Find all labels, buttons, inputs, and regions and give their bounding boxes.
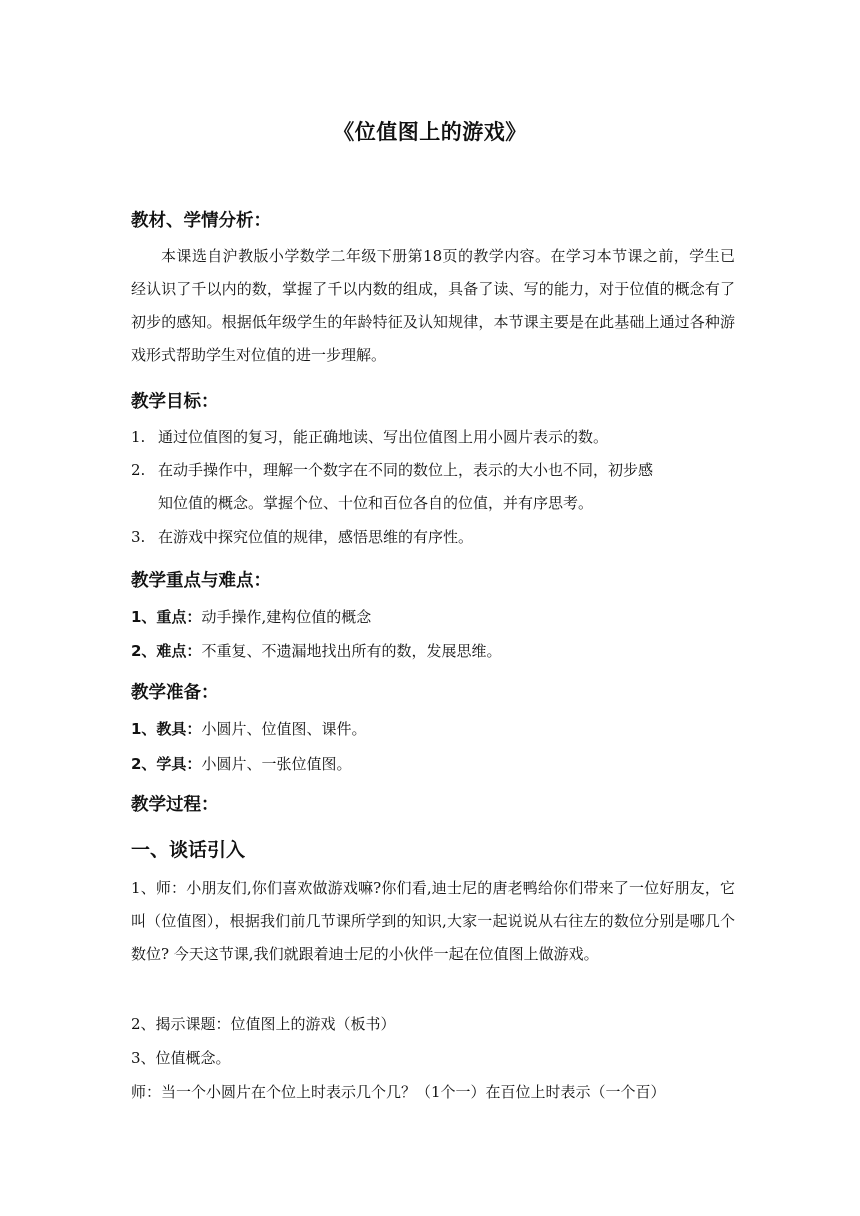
document-title: 《位值图上的游戏》 (333, 119, 527, 144)
goal-number: 1. (131, 428, 146, 446)
part1-paragraph-3: 3、位值概念。 (131, 1049, 231, 1067)
part1-paragraph-2: 2、揭示课题：位值图上的游戏（板书） (131, 1015, 396, 1033)
analysis-heading: 教材、学情分析： (131, 211, 271, 231)
goal-item-2 (131, 454, 741, 520)
prep-text: 小圆片、位值图、课件。 (201, 720, 367, 738)
process-heading: 教学过程： (131, 795, 219, 815)
key-item-difficulty (131, 640, 741, 662)
prep-item-student (131, 753, 741, 775)
prep-label: 1、教具： (131, 720, 202, 738)
key-item-focus (131, 606, 741, 628)
goal-text: 在动手操作中，理解一个数字在不同的数位上，表示的大小也不同，初步感 (158, 461, 654, 479)
goal-item-3 (131, 521, 741, 554)
prep-item-teacher (131, 718, 741, 740)
goal-number: 2. (131, 461, 146, 479)
key-text: 动手操作,建构位值的概念 (201, 608, 372, 626)
part1-paragraph-4: 师：当一个小圆片在个位上时表示几个几？（1个一）在百位上时表示（一个百） (131, 1083, 666, 1101)
part1-heading: 一、谈话引入 (131, 839, 246, 861)
analysis-paragraph: 本课选自沪教版小学数学二年级下册第18页的教学内容。在学习本节课之前，学生已经认识了千以内的数，掌握了千以内数的组成，具备了读、写的能力，对于位值的概念有了初步的感知。根据低年级学生的年龄特征及认知规律，本节课主要是在此基础上通过各种游戏形式帮助学生对位值的进一步理解。 (131, 247, 735, 364)
goal-text: 在游戏中探究位值的规律，感悟思维的有序性。 (158, 528, 474, 546)
prep-label: 2、学具： (131, 755, 202, 773)
goal-item-1 (131, 421, 741, 454)
prep-heading: 教学准备： (131, 683, 219, 703)
key-heading: 教学重点与难点： (131, 571, 271, 591)
prep-text: 小圆片、一张位值图。 (201, 755, 352, 773)
goal-text: 通过位值图的复习，能正确地读、写出位值图上用小圆片表示的数。 (158, 428, 609, 446)
key-label: 2、难点： (131, 642, 202, 660)
part1-paragraph-1: 1、师：小朋友们,你们喜欢做游戏嘛?你们看,迪士尼的唐老鸭给你们带来了一位好朋友，它叫（位值图），根据我们前几节课所学到的知识,大家一起说说从右往左的数位分别是哪几个数位? 今天这节课,我们就跟着迪士尼的小伙伴一起在位值图上做游戏。 (131, 879, 735, 963)
key-label: 1、重点： (131, 608, 202, 626)
goal-text-continued: 知位值的概念。掌握个位、十位和百位各自的位值，并有序思考。 (158, 494, 594, 512)
goal-number: 3. (131, 528, 146, 546)
key-text: 不重复、不遗漏地找出所有的数，发展思维。 (201, 642, 502, 660)
goals-heading: 教学目标： (131, 392, 219, 412)
